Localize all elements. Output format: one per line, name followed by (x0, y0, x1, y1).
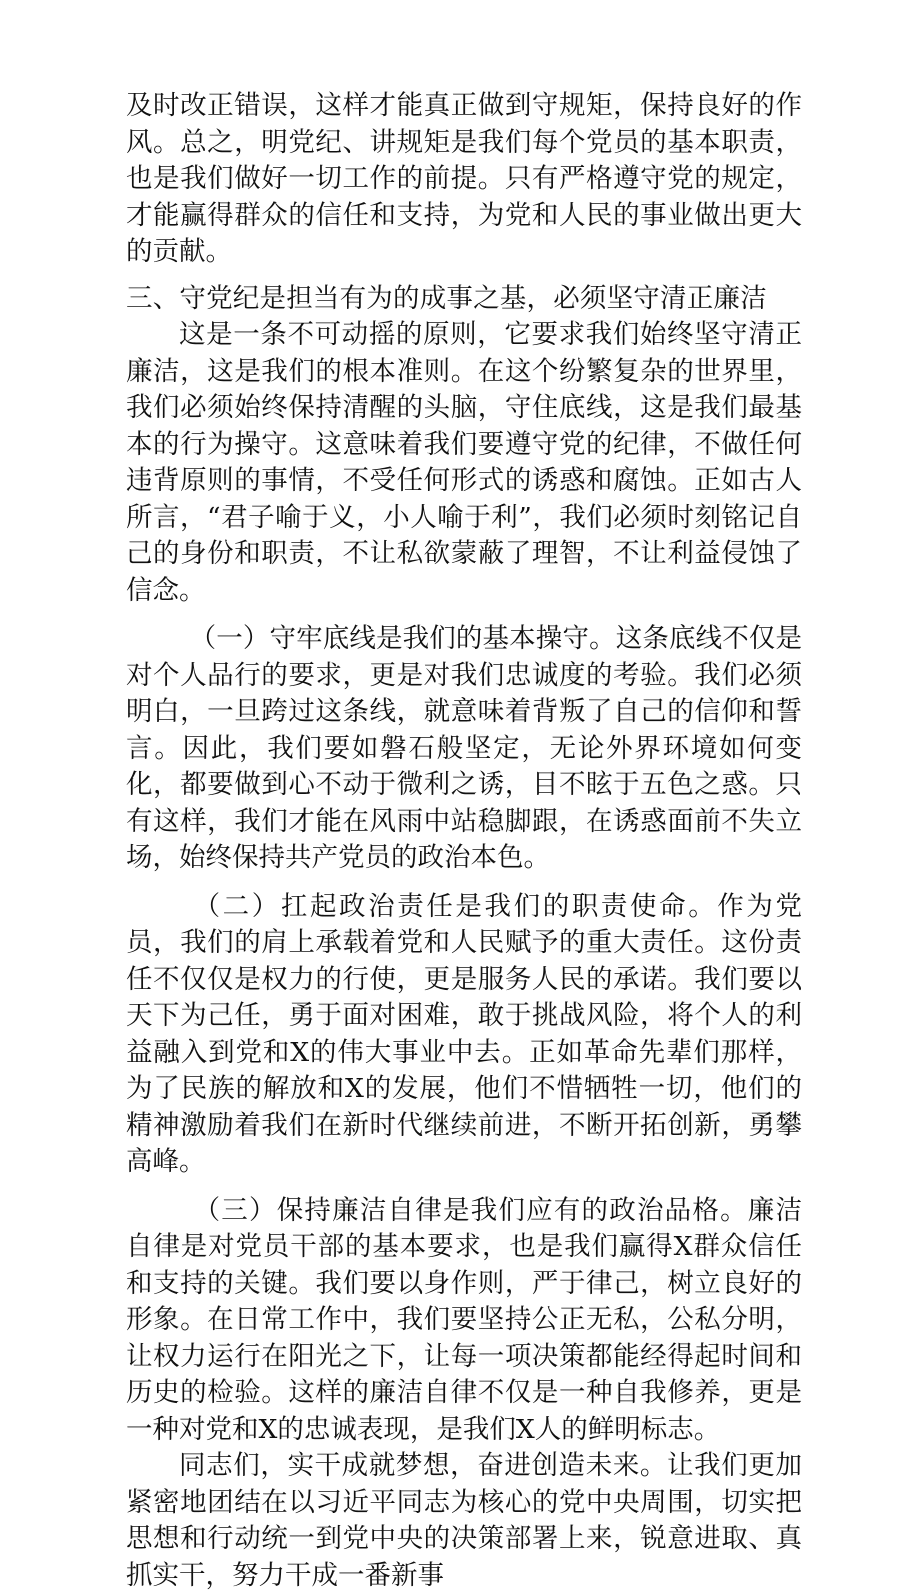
document-body (126, 88, 802, 1594)
paragraph-principle: 这是一条不可动摇的原则，它要求我们始终坚守清正廉洁，这是我们的根本准则。在这个纷繁复杂的世界里，我们必须始终保持清醒的头脑，守住底线，这是我们最基本的行为操守。这意味着我们要遵守党的纪律，不做任何违背原则的事情，不受任何形式的诱惑和腐蚀。正如古人所言，“君子喻于义，小人喻于利”，我们必须时刻铭记自己的身份和职责，不让私欲蒙蔽了理智，不让利益侵蚀了信念。 (126, 319, 802, 606)
paragraph-closing: 同志们，实干成就梦想，奋进创造未来。让我们更加紧密地团结在以习近平同志为核心的党中央周围，切实把思想和行动统一到党中央的决策部署上来，锐意进取、真抓实干，努力干成一番新事 (126, 1450, 802, 1591)
paragraph-subsection-2: （二）扛起政治责任是我们的职责使命。作为党员，我们的肩上承载着党和人民赋予的重大责任。这份责任不仅仅是权力的行使，更是服务人民的承诺。我们要以天下为己任，勇于面对困难，敢于挑战风险，将个人的利益融入到党和X的伟大事业中去。正如革命先辈们那样，为了民族的解放和X的发展，他们不惜牺牲一切，他们的精神激励着我们在新时代继续前进，不断开拓创新，勇攀高峰。 (126, 890, 802, 1177)
paragraph-subsection-3: （三）保持廉洁自律是我们应有的政治品格。廉洁自律是对党员干部的基本要求，也是我们赢得X群众信任和支持的关键。我们要以身作则，严于律己，树立良好的形象。在日常工作中，我们要坚持公正无私，公私分明，让权力运行在阳光之下，让每一项决策都能经得起时间和历史的检验。这样的廉洁自律不仅是一种自我修养，更是一种对党和X的忠诚表现，是我们X人的鲜明标志。 (126, 1194, 802, 1445)
paragraph-continuation: 及时改正错误，这样才能真正做到守规矩，保持良好的作风。总之，明党纪、讲规矩是我们每个党员的基本职责，也是我们做好一切工作的前提。只有严格遵守党的规定，才能赢得群众的信任和支持，为党和人民的事业做出更大的贡献。 (126, 90, 802, 267)
paragraph-subsection-1: （一）守牢底线是我们的基本操守。这条底线不仅是对个人品行的要求，更是对我们忠诚度的考验。我们必须明白，一旦跨过这条线，就意味着背叛了自己的信仰和誓言。因此，我们要如磐石般坚定，无论外界环境如何变化，都要做到心不动于微利之诱，目不眩于五色之惑。只有这样，我们才能在风雨中站稳脚跟，在诱惑面前不失立场，始终保持共产党员的政治本色。 (126, 623, 802, 873)
section-heading: 三、守党纪是担当有为的成事之基，必须坚守清正廉洁 (126, 282, 767, 314)
